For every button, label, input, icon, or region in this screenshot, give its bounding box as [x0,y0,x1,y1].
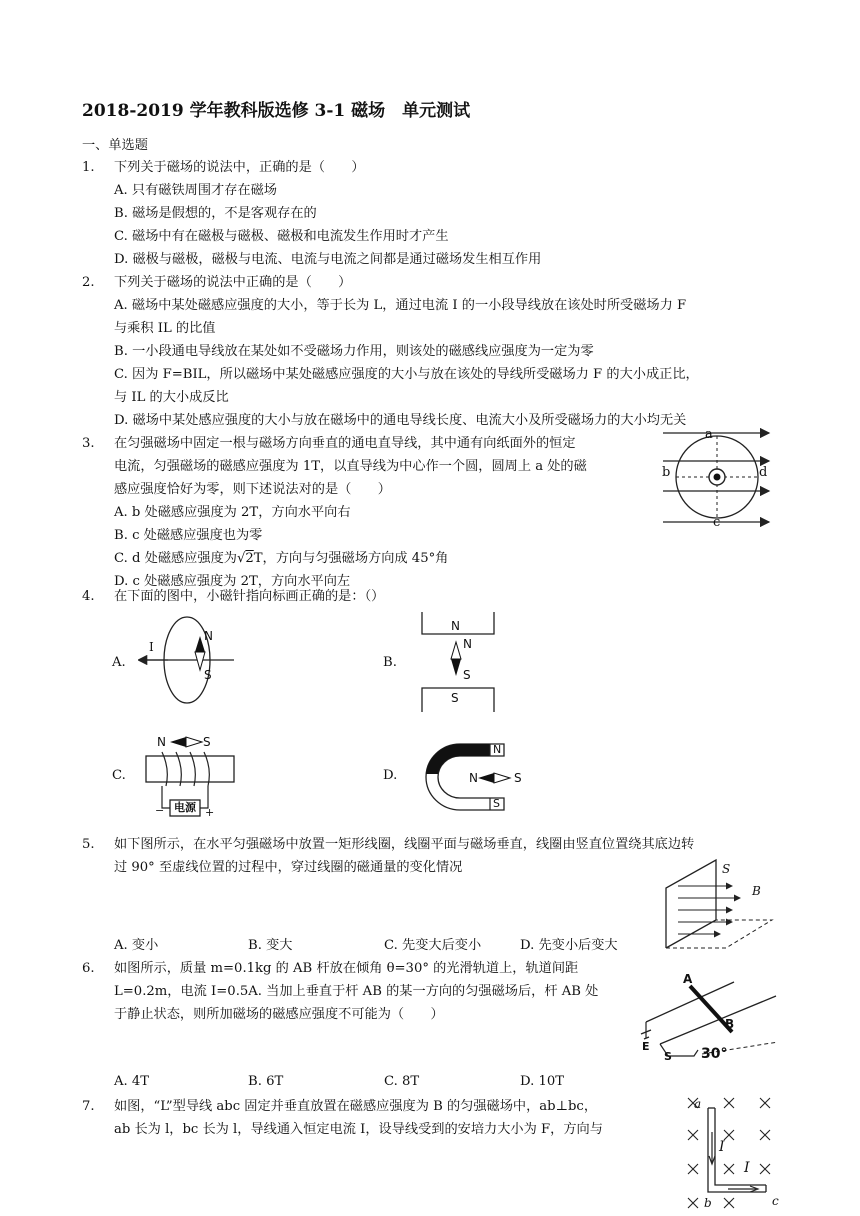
q6-label-a: A [683,972,693,986]
q5-stem-line2: 过 90° 至虚线位置的过程中，穿过线圈的磁通量的变化情况 [114,860,463,875]
q3-option-d: D. c 处磁感应强度为 2T，方向水平向左 [114,574,351,589]
q4-stem: 在下面的图中，小磁针指向标画正确的是：（） [114,589,385,604]
q4a-n-label: N [204,629,213,643]
paper-title: 2018-2019 学年教科版选修 3-1 磁场 单元测试 [82,101,471,121]
q5-figure [660,858,778,950]
q6-angle-label: 30° [701,1046,728,1062]
q6-option-a: A. 4T [114,1074,150,1089]
q2-stem: 下列关于磁场的说法中正确的是（ ） [114,275,352,290]
q7-current-label-vertical: I [719,1139,725,1155]
q1-option-b: B. 磁场是假想的，不是客观存在的 [114,206,317,221]
q6-stem-line3: 于静止状态，则所加磁场的磁感应强度不可能为（ ） [114,1007,444,1022]
q4b-bottom-pole-s: S [451,691,459,705]
q6-option-c: C. 8T [384,1074,420,1089]
q4a-s-label: S [204,668,212,682]
q1-option-a: A. 只有磁铁周围才存在磁场 [114,183,277,198]
q3-stem-line2: 电流，匀强磁场的磁感应强度为 1T，以直导线为中心作一个圆，圆周上 a 处的磁 [114,459,587,474]
q4b-top-pole-n: N [451,619,460,633]
q3-option-a: A. b 处磁感应强度为 2T，方向水平向右 [114,505,351,520]
q6-label-e: E [642,1040,650,1053]
q1-option-d: D. 磁极与磁极，磁极与电流、电流与电流之间都是通过磁场发生相互作用 [114,252,542,267]
q5-number: 5. [82,837,95,852]
q4-label-d: D. [383,768,398,783]
q4d-pole-n: N [493,743,502,756]
q4-number: 4. [82,589,95,604]
q4a-current-label: I [149,640,154,654]
q3-label-b: b [662,465,671,480]
q4c-n-label: N [157,735,166,749]
q4c-plus-label: + [205,806,215,819]
q5-option-a: A. 变小 [114,938,159,953]
q4c-s-label: S [203,735,211,749]
q2-number: 2. [82,275,95,290]
q4c-power-label: 电源 [174,801,196,814]
q5-option-c: C. 先变大后变小 [384,938,482,953]
q7-label-c: c [772,1194,779,1208]
q6-label-b: B [725,1017,735,1031]
q3-stem-line3: 感应强度恰好为零，则下述说法对的是（ ） [114,482,391,497]
q3-option-c [114,548,448,571]
q7-number: 7. [82,1099,95,1114]
q7-stem-line1: 如图，“L”型导线 abc 固定并垂直放置在磁感应强度为 B 的匀强磁场中，ab⊥bc， [114,1099,598,1114]
q4-label-a: A. [112,655,126,670]
q4d-pole-s: S [493,797,500,810]
q4b-needle-n: N [463,637,472,651]
q7-label-b: b [704,1196,712,1210]
q4d-needle-n: N [469,771,478,785]
q6-label-s: S [664,1050,672,1063]
q4-figure-a [138,612,238,708]
q2-option-c: C. 因为 F=BIL，所以磁场中某处磁感应强度的大小与放在该处的导线所受磁场力 F 的大小成正比， [114,367,699,382]
q3-label-c: c [713,515,721,530]
q3-label-d: d [759,465,768,480]
q1-stem: 下列关于磁场的说法中，正确的是（ ） [114,160,365,175]
q6-number: 6. [82,961,95,976]
q4c-minus-label: − [155,804,165,817]
q3-option-c-prefix: C. d 处磁感应强度为 [114,551,237,566]
q3-option-c-suffix: T，方向与匀强磁场方向成 45°角 [253,551,449,566]
q3-label-a: a [705,427,713,442]
section-heading: 一、单选题 [82,138,148,153]
q4-label-c: C. [112,768,126,783]
q5-option-b: B. 变大 [248,938,293,953]
sqrt-sign: √2 [236,551,254,566]
q5-label-s: S [722,862,731,876]
q5-option-d: D. 先变小后变大 [520,938,618,953]
q7-current-label-horizontal: I [744,1160,750,1176]
q6-option-d: D. 10T [520,1074,565,1089]
q5-stem-line1: 如下图所示，在水平匀强磁场中放置一矩形线圈，线圈平面与磁场垂直，线圈由竖直位置绕其底边转 [114,837,695,852]
q1-option-c: C. 磁场中有在磁极与磁极、磁极和电流发生作用时才产生 [114,229,449,244]
q6-stem-line2: L=0.2m，电流 I=0.5A. 当加上垂直于杆 AB 的某一方向的匀强磁场后，杆 AB 处 [114,984,599,999]
q4b-needle-s: S [463,668,471,682]
q7-label-a: a [694,1097,702,1111]
q6-option-b: B. 6T [248,1074,284,1089]
q2-option-a-cont: 与乘积 IL 的比值 [114,321,216,336]
q2-option-b: B. 一小段通电导线放在某处如不受磁场力作用，则该处的磁感线应强度为一定为零 [114,344,594,359]
q3-number: 3. [82,436,95,451]
q7-stem-line2: ab 长为 l，bc 长为 l，导线通入恒定电流 I，设导线受到的安培力大小为 F，方向与 [114,1122,603,1137]
sqrt-radicand: 2 [245,551,254,566]
q5-label-b: B [752,884,761,898]
q2-option-d: D. 磁场中某处感应强度的大小与放在磁场中的通电导线长度、电流大小及所受磁场力的大小均无关 [114,413,687,428]
q3-option-b: B. c 处磁感应强度也为零 [114,528,263,543]
q1-number: 1. [82,160,95,175]
q2-option-a: A. 磁场中某处磁感应强度的大小，等于长为 L，通过电流 I 的一小段导线放在该处时所受磁场力 F [114,298,687,313]
q4-label-b: B. [383,655,397,670]
q6-stem-line1: 如图所示，质量 m=0.1kg 的 AB 杆放在倾角 θ=30° 的光滑轨道上，轨道间距 [114,961,579,976]
q4d-needle-s: S [514,771,522,785]
q2-option-c-cont: 与 IL 的大小成反比 [114,390,229,405]
q3-stem-line1: 在匀强磁场中固定一根与磁场方向垂直的通电直导线，其中通有向纸面外的恒定 [114,436,576,451]
